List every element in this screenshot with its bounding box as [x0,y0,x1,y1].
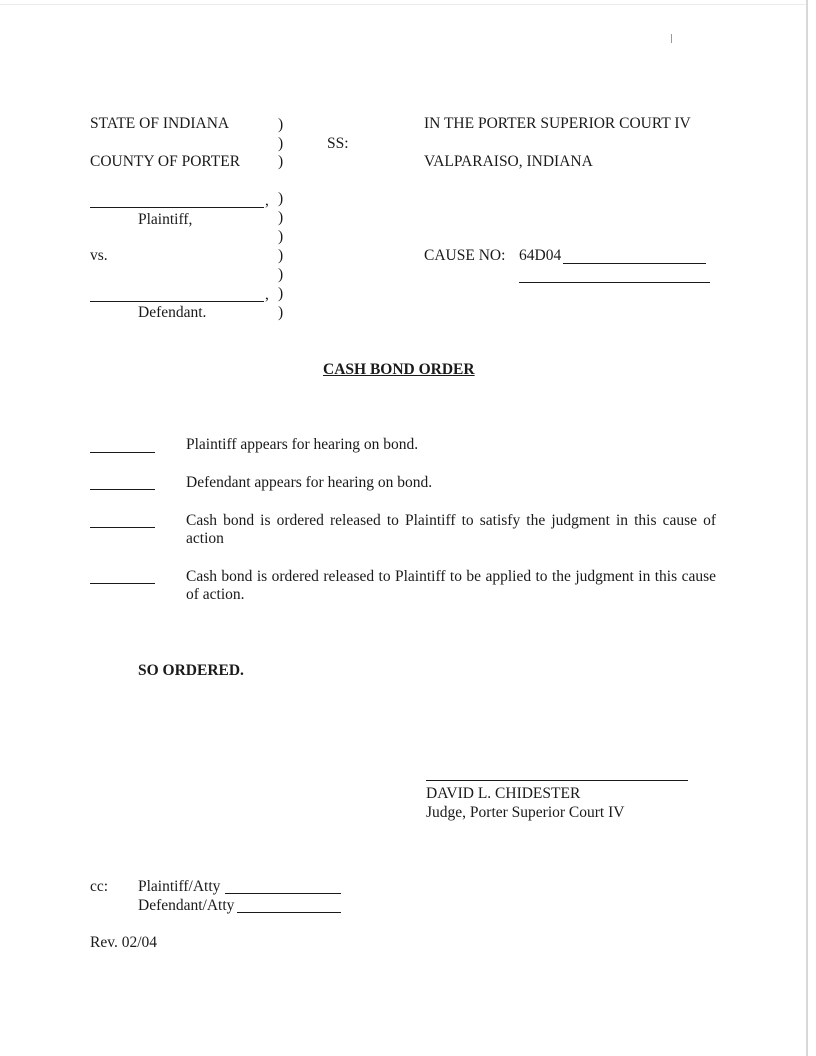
order-item-check-line[interactable] [90,527,155,528]
cc-plaintiff-line[interactable] [225,893,341,894]
order-item-text: Cash bond is ordered released to Plaintiff to be applied to the judgment in this cause of action. [186,568,716,603]
order-item-text: Plaintiff appears for hearing on bond. [186,436,419,453]
cause-number-line-2[interactable] [519,282,710,283]
state-label: STATE OF INDIANA [90,115,230,132]
caption-paren: ) [278,247,284,264]
scan-page-edge [806,0,808,1056]
cc-label: cc: [90,878,109,895]
order-item-check-line[interactable] [90,452,155,453]
caption-paren: ) [278,209,284,226]
cc-defendant-line[interactable] [237,912,341,913]
plaintiff-label: Plaintiff, [138,211,193,228]
court-name: IN THE PORTER SUPERIOR COURT IV [424,115,691,132]
cc-defendant-label: Defendant/Atty [138,897,235,914]
so-ordered: SO ORDERED. [138,662,244,679]
caption-paren: ) [278,153,284,170]
cause-number-line[interactable] [563,263,706,264]
judge-name: DAVID L. CHIDESTER [426,785,581,802]
document-title: CASH BOND ORDER [323,361,475,378]
caption-paren: ) [278,304,284,321]
order-item-text: Defendant appears for hearing on bond. [186,474,433,491]
revision-label: Rev. 02/04 [90,934,158,951]
order-item-check-line[interactable] [90,583,155,584]
defendant-label: Defendant. [138,304,207,321]
judge-title: Judge, Porter Superior Court IV [426,804,625,821]
plaintiff-name-line[interactable] [90,207,264,208]
caption-paren: ) [278,135,284,152]
scan-top-edge [0,4,806,5]
cause-number-prefix: 64D04 [519,247,562,264]
ss-label: SS: [327,135,349,152]
order-item-text: Cash bond is ordered released to Plaintiff to satisfy the judgment in this cause of action [186,512,716,547]
caption-paren: ) [278,228,284,245]
signature-line[interactable] [426,780,688,781]
caption-paren: ) [278,190,284,207]
caption-paren: ) [278,116,284,133]
scan-mark [671,34,672,43]
county-label: COUNTY OF PORTER [90,153,241,170]
cc-plaintiff-label: Plaintiff/Atty [138,878,221,895]
order-item-check-line[interactable] [90,489,155,490]
defendant-comma: , [265,286,269,303]
cause-number-label: CAUSE NO: [424,247,506,264]
court-city: VALPARAISO, INDIANA [424,153,593,170]
vs-label: vs. [90,247,108,264]
defendant-name-line[interactable] [90,301,264,302]
caption-paren: ) [278,266,284,283]
caption-paren: ) [278,285,284,302]
plaintiff-comma: , [265,192,269,209]
